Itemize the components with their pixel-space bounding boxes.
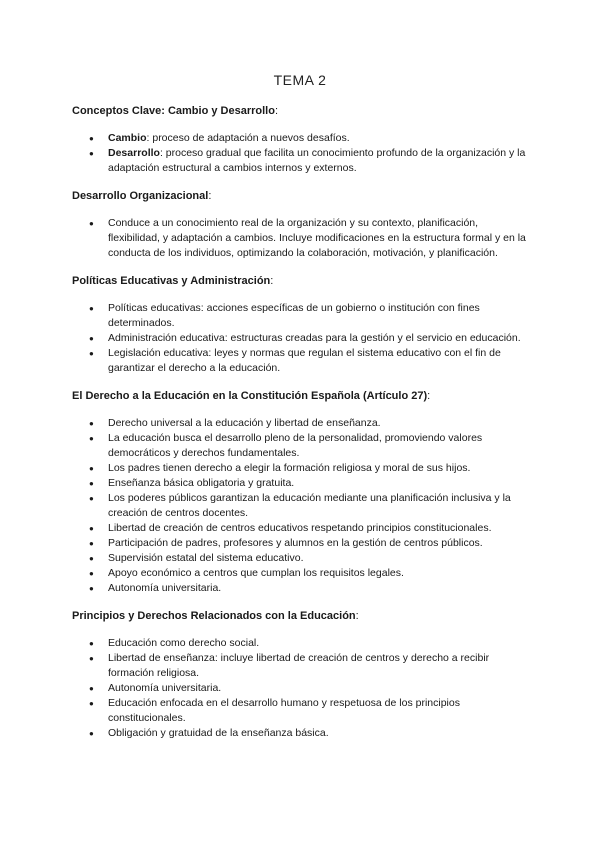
list-item-text: La educación busca el desarrollo pleno de la personalidad, promoviendo valores democráticos y derechos fundamentales. bbox=[108, 432, 483, 459]
list-item bbox=[89, 566, 528, 581]
bullet-icon: ● bbox=[89, 219, 94, 228]
bullet-icon: ● bbox=[89, 419, 94, 428]
bullet-icon: ● bbox=[89, 434, 94, 443]
list-item bbox=[89, 581, 528, 596]
section-heading bbox=[72, 389, 528, 403]
section-heading-colon: : bbox=[427, 390, 431, 402]
bullet-icon: ● bbox=[89, 554, 94, 563]
bullet-icon: ● bbox=[89, 729, 94, 738]
section-heading-colon: : bbox=[355, 610, 359, 622]
list-item bbox=[89, 146, 528, 176]
list-item-term: Desarrollo bbox=[108, 147, 160, 159]
bullet-icon: ● bbox=[89, 639, 94, 648]
bullet-icon: ● bbox=[89, 464, 94, 473]
list-item-text: Libertad de enseñanza: incluye libertad de creación de centros y derecho a recibir formación religiosa. bbox=[108, 652, 490, 679]
list-item bbox=[89, 346, 528, 376]
list-item-text: Conduce a un conocimiento real de la organización y su contexto, planificación, flexibilidad, y adaptación a cambios. Incluye modificaciones en la estructura formal y en la conducta de los individuos, optimizando la colaboración, motivación, y planificación. bbox=[108, 217, 526, 259]
section-heading-text: Principios y Derechos Relacionados con la Educación bbox=[72, 610, 356, 622]
list-item-text: Legislación educativa: leyes y normas que regulan el sistema educativo con el fin de garantizar el derecho a la educación. bbox=[108, 347, 501, 374]
bullet-icon: ● bbox=[89, 304, 94, 313]
bullet-icon: ● bbox=[89, 569, 94, 578]
list-item-text: Administración educativa: estructuras creadas para la gestión y el servicio en educación. bbox=[108, 332, 521, 344]
list-item-text: Obligación y gratuidad de la enseñanza básica. bbox=[108, 727, 329, 739]
list-item bbox=[89, 491, 528, 521]
list-item-text: Autonomía universitaria. bbox=[108, 582, 222, 594]
list-item-text: Educación enfocada en el desarrollo humano y respetuosa de los principios constitucionales. bbox=[108, 697, 460, 724]
list-item-text: Políticas educativas: acciones específicas de un gobierno o institución con fines determinados. bbox=[108, 302, 480, 329]
bullet-list bbox=[72, 416, 528, 596]
bullet-icon: ● bbox=[89, 149, 94, 158]
list-item bbox=[89, 651, 528, 681]
section-heading-colon: : bbox=[274, 105, 279, 117]
list-item-text: : proceso gradual que facilita un conocimiento profundo de la organización y la adaptación estructural a cambios internos y externos. bbox=[108, 147, 526, 174]
list-item bbox=[89, 726, 528, 741]
section-heading bbox=[72, 189, 528, 203]
bullet-icon: ● bbox=[89, 334, 94, 343]
sections-container bbox=[72, 104, 528, 741]
list-item-text: Derecho universal a la educación y libertad de enseñanza. bbox=[108, 417, 381, 429]
list-item bbox=[89, 636, 528, 651]
list-item-text: Enseñanza básica obligatoria y gratuita. bbox=[108, 477, 295, 489]
list-item-text: Autonomía universitaria. bbox=[108, 682, 222, 694]
bullet-list bbox=[72, 216, 528, 261]
bullet-icon: ● bbox=[89, 524, 94, 533]
section-heading bbox=[72, 609, 528, 623]
bullet-icon: ● bbox=[89, 134, 94, 143]
section-heading-colon: : bbox=[208, 190, 212, 202]
bullet-icon: ● bbox=[89, 699, 94, 708]
list-item bbox=[89, 431, 528, 461]
list-item bbox=[89, 681, 528, 696]
bullet-icon: ● bbox=[89, 539, 94, 548]
section-heading-text: Conceptos Clave: Cambio y Desarrollo bbox=[72, 105, 275, 117]
list-item-text: Apoyo económico a centros que cumplan los requisitos legales. bbox=[108, 567, 404, 579]
section-heading bbox=[72, 104, 528, 118]
list-item-text: Educación como derecho social. bbox=[108, 637, 260, 649]
bullet-icon: ● bbox=[89, 584, 94, 593]
bullet-icon: ● bbox=[89, 684, 94, 693]
section-heading-text: Políticas Educativas y Administración bbox=[72, 275, 271, 287]
list-item bbox=[89, 521, 528, 536]
list-item bbox=[89, 536, 528, 551]
bullet-icon: ● bbox=[89, 349, 94, 358]
bullet-list bbox=[72, 301, 528, 376]
list-item-text: : proceso de adaptación a nuevos desafíos. bbox=[146, 132, 350, 144]
list-item bbox=[89, 551, 528, 566]
bullet-list bbox=[72, 131, 528, 176]
section-heading-colon: : bbox=[270, 275, 274, 287]
document-title: TEMA 2 bbox=[273, 72, 327, 88]
bullet-icon: ● bbox=[89, 479, 94, 488]
bullet-icon: ● bbox=[89, 654, 94, 663]
list-item bbox=[89, 461, 528, 476]
section-heading-text: Desarrollo Organizacional bbox=[72, 190, 209, 202]
bullet-list bbox=[72, 636, 528, 741]
list-item-text: Participación de padres, profesores y alumnos en la gestión de centros públicos. bbox=[108, 537, 483, 549]
list-item-text: Supervisión estatal del sistema educativo. bbox=[108, 552, 304, 564]
list-item-text: Los poderes públicos garantizan la educación mediante una planificación inclusiva y la creación de centros docentes. bbox=[108, 492, 511, 519]
list-item bbox=[89, 331, 528, 346]
list-item bbox=[89, 216, 528, 261]
list-item bbox=[89, 131, 528, 146]
list-item-term: Cambio bbox=[108, 132, 147, 144]
list-item-text: Libertad de creación de centros educativos respetando principios constitucionales. bbox=[108, 522, 492, 534]
list-item bbox=[89, 301, 528, 331]
bullet-icon: ● bbox=[89, 494, 94, 503]
list-item bbox=[89, 476, 528, 491]
list-item bbox=[89, 416, 528, 431]
list-item bbox=[89, 696, 528, 726]
section-heading-text: El Derecho a la Educación en la Constitución Española (Artículo 27) bbox=[72, 390, 428, 402]
section-heading bbox=[72, 274, 528, 288]
list-item-text: Los padres tienen derecho a elegir la formación religiosa y moral de sus hijos. bbox=[108, 462, 471, 474]
